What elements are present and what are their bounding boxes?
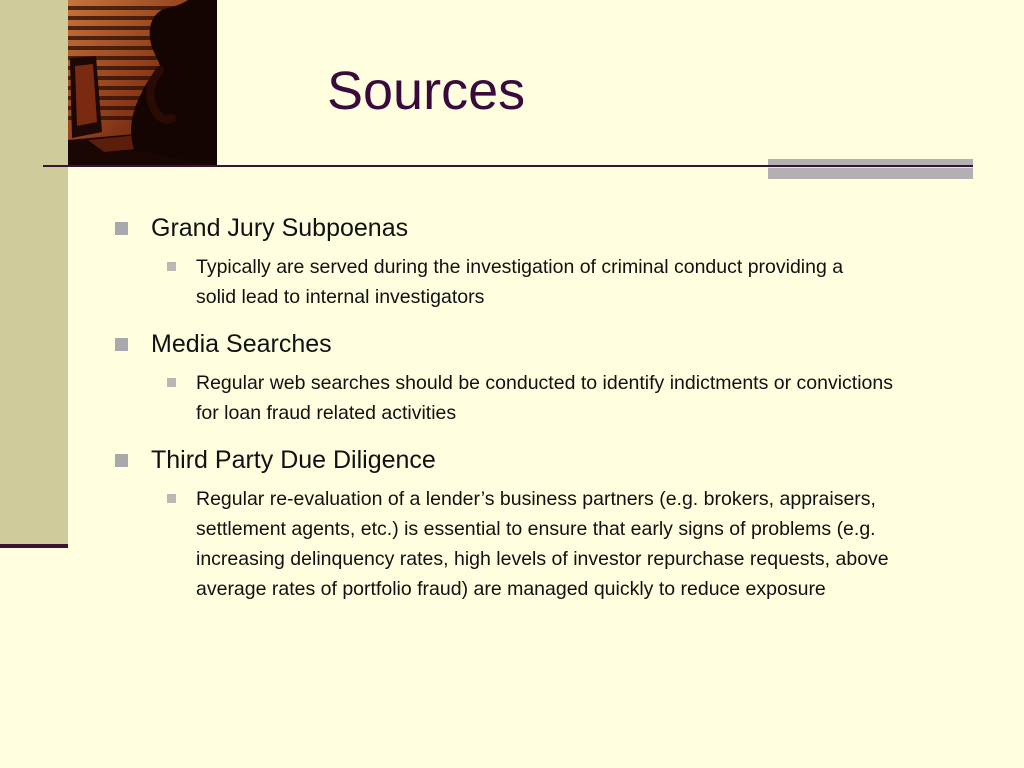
square-bullet-icon bbox=[115, 338, 128, 351]
bullet-item bbox=[115, 328, 955, 360]
sub-bullet-text: Regular re-evaluation of a lender’s business partners (e.g. brokers, appraisers, settlement agents, etc.) is essential to ensure that early signs of problems (e.g. increasing delinquency rates, high levels of investor repurchase requests, above average rates of portfolio fraud) are managed quickly to reduce exposure bbox=[196, 488, 889, 600]
sub-bullet-text: Typically are served during the investigation of criminal conduct providing a solid lead to internal investigators bbox=[196, 256, 844, 308]
sub-bullet-item bbox=[115, 368, 955, 428]
square-bullet-icon bbox=[115, 222, 128, 235]
square-bullet-icon bbox=[115, 454, 128, 467]
bullet-heading: Third Party Due Diligence bbox=[151, 446, 436, 474]
sub-bullet-item bbox=[115, 484, 955, 604]
bullet-item bbox=[115, 212, 955, 244]
left-decorative-band bbox=[0, 0, 68, 545]
sub-bullet-text: Regular web searches should be conducted to identify indictments or convictions for loan fraud related activities bbox=[196, 372, 893, 424]
slide-title: Sources bbox=[327, 61, 526, 121]
square-bullet-icon bbox=[167, 494, 176, 503]
bullet-item bbox=[115, 444, 955, 476]
sub-bullet-item bbox=[115, 252, 955, 312]
bullet-heading: Grand Jury Subpoenas bbox=[151, 214, 409, 242]
title-accent-bar bbox=[768, 159, 973, 179]
left-band-divider bbox=[0, 544, 68, 548]
bullet-heading: Media Searches bbox=[151, 330, 332, 358]
title-divider bbox=[43, 165, 973, 167]
slide-content bbox=[115, 212, 955, 620]
person-at-computer-image bbox=[68, 0, 217, 166]
square-bullet-icon bbox=[167, 262, 176, 271]
square-bullet-icon bbox=[167, 378, 176, 387]
